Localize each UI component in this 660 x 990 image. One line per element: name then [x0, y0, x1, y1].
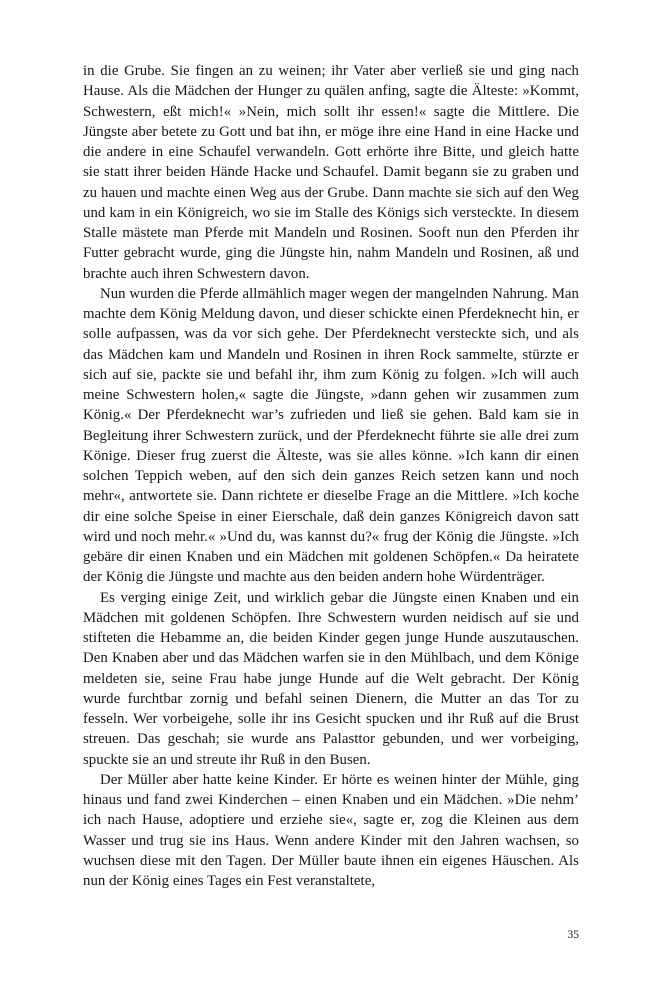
- page-number: 35: [567, 929, 579, 941]
- paragraph: Der Müller aber hatte keine Kinder. Er hörte es weinen hinter der Mühle, ging hinaus und fand zwei Kinderchen – einen Knaben und ein Mädchen. »Die nehm’ ich nach Hause, adoptiere und erziehe sie«, sagte er, zog die Kleinen aus dem Wasser und trug sie ins Haus. Wenn andere Kinder mit den Jahren wachsen, so wuchsen diese mit den Tagen. Der Müller baute ihnen ein eigenes Häuschen. Als nun der König eines Tages ein Fest veranstaltete,: [83, 771, 579, 889]
- page-footer: [83, 929, 579, 942]
- paragraph: Es verging einige Zeit, und wirklich gebar die Jüngste einen Knaben und ein Mädchen mit goldenen Schöpfen. Ihre Schwestern wurden neidisch auf sie und stifteten die Hebamme an, die beiden Kinder gegen junge Hunde auszutauschen. Den Knaben aber und das Mädchen warfen sie in den Mühlbach, und dem Könige meldeten sie, seine Frau habe junge Hunde auf die Welt gebracht. Der König wurde furchtbar zornig und befahl seinen Dienern, die Mutter an das Tor zu fesseln. Wer vorbeigehe, solle ihr ins Gesicht spucken und ihr Ruß auf die Brust streuen. Das geschah; sie wurde ans Palasttor gebunden, und wer vorbeiging, spuckte sie an und streute ihr Ruß in den Busen.: [83, 589, 579, 768]
- paragraph-continuation: in die Grube. Sie fingen an zu weinen; ihr Vater aber verließ sie und ging nach Hause. Als die Mädchen der Hunger zu quälen anfing, sagte die Älteste: »Kommt, Schwestern, eßt mich!« »Nein, mich sollt ihr essen!« sagte die Mittlere. Die Jüngste aber betete zu Gott und bat ihn, er möge ihre eine Hand in eine Hacke und die andere in eine Schaufel verwandeln. Gott erhörte ihre Bitte, und gleich hatte sie statt ihrer beiden Hände Hacke und Schaufel. Damit begann sie zu graben und zu hauen und machte einen Weg aus der Grube. Dann machte sie sich auf den Weg und kam in ein Königreich, wo sie im Stalle des Königs sich versteckte. In diesem Stalle mästete man Pferde mit Mandeln und Rosinen. Sooft nun den Pferden ihr Futter gebracht wurde, ging die Jüngste hin, nahm Mandeln und Rosinen, aß und brachte auch ihren Schwestern davon.: [83, 63, 579, 282]
- paragraph: Nun wurden die Pferde allmählich mager wegen der mangelnden Nahrung. Man machte dem König Meldung davon, und dieser schickte einen Pferdeknecht hin, er solle aufpassen, was da vor sich gehe. Der Pferdeknecht versteckte sich, und als das Mädchen kam und Mandeln und Rosinen in ihren Rock sammelte, stürzte er sich auf sie, packte sie und befahl ihr, ihm zum König zu folgen. »Ich will auch meine Schwestern holen,« sagte die Jüngste, »dann gehen wir zusammen zum König.« Der Pferdeknecht war’s zufrieden und ließ sie gehen. Bald kam sie in Begleitung ihrer Schwestern zurück, und der Pferdeknecht führte sie alle drei zum Könige. Dieser frug zuerst die Älteste, was sie alles könne. »Ich kann dir einen solchen Teppich weben, auf den sich dein ganzes Reich setzen kann und noch mehr«, antwortete sie. Dann richtete er dieselbe Frage an die Mittlere. »Ich koche dir eine solche Speise in einer Eierschale, daß dein ganzes Königreich davon satt wird und noch mehr.« »Und du, was kannst du?« frug der König die Jüngste. »Ich gebäre dir einen Knaben und ein Mädchen mit goldenen Schöpfen.« Da heiratete der König die Jüngste und machte aus den beiden andern hohe Würdenträger.: [83, 285, 579, 586]
- body-text: [83, 61, 579, 891]
